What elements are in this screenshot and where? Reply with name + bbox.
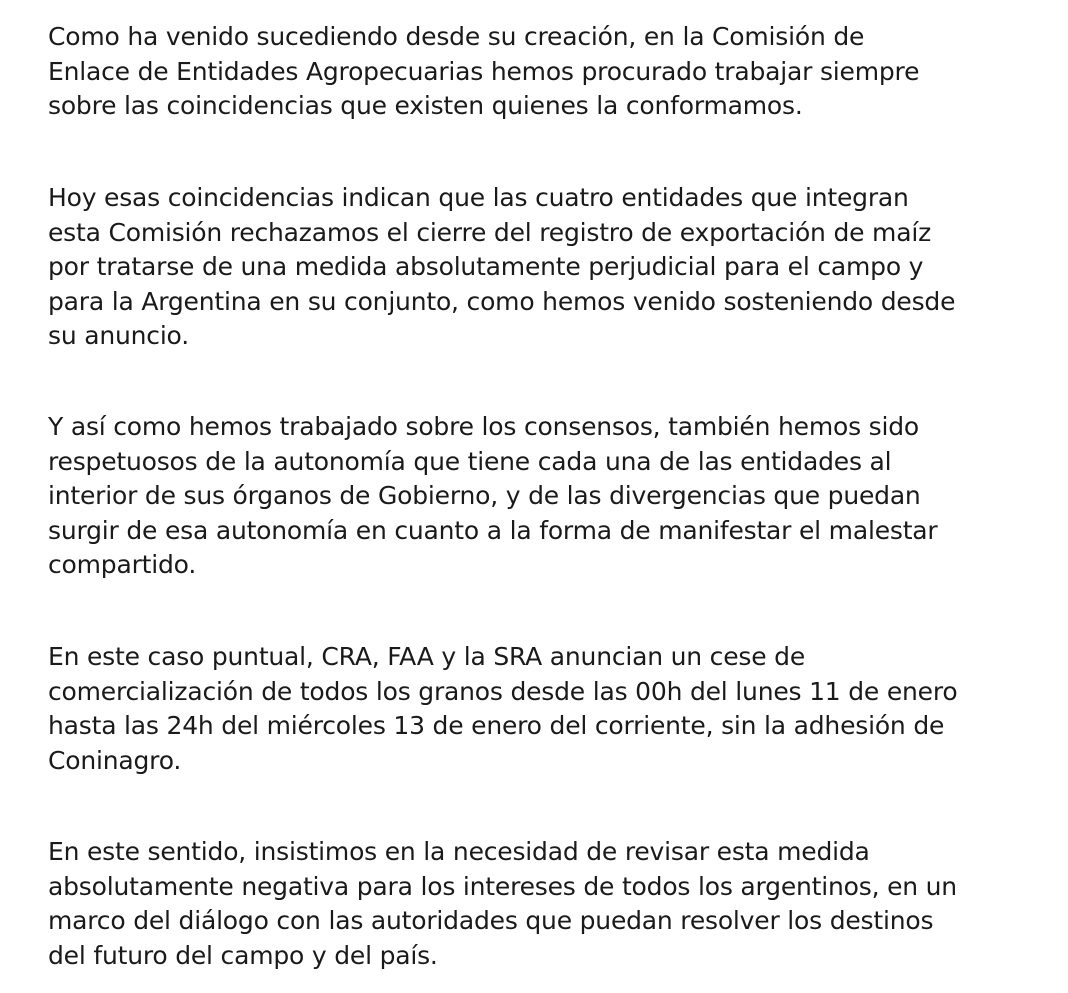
- text-line: Y así como hemos trabajado sobre los consensos, también hemos sido: [48, 412, 919, 441]
- paragraph-5: [48, 835, 957, 973]
- text-line: por tratarse de una medida absolutamente perjudicial para el campo y: [48, 252, 924, 281]
- text-line: su anuncio.: [48, 321, 189, 350]
- text-line: compartido.: [48, 550, 197, 579]
- text-line: comercialización de todos los granos desde las 00h del lunes 11 de enero: [48, 676, 958, 706]
- text-line: surgir de esa autonomía en cuanto a la forma de manifestar el malestar: [48, 515, 938, 545]
- text-line: Hoy esas coincidencias indican que las cuatro entidades que integran: [48, 183, 909, 212]
- text-line: sobre las coincidencias que existen quienes la conformamos.: [48, 91, 803, 120]
- text-line: marco del diálogo con las autoridades que puedan resolver los destinos: [48, 906, 934, 935]
- text-line: En este sentido, insistimos en la necesidad de revisar esta medida: [48, 837, 870, 866]
- text-line: hasta las 24h del miércoles 13 de enero del corriente, sin la adhesión de: [48, 711, 945, 740]
- text-line: del futuro del campo y del país.: [48, 940, 438, 970]
- text-line: para la Argentina en su conjunto, como hemos venido sosteniendo desde: [48, 286, 956, 316]
- paragraph-1: [48, 20, 919, 124]
- text-line: En este caso puntual, CRA, FAA y la SRA anuncian un cese de: [48, 642, 806, 671]
- paragraph-4: [48, 640, 957, 778]
- text-line: respetuosos de la autonomía que tiene cada una de las entidades al: [48, 446, 892, 476]
- text-line: Coninagro.: [48, 745, 182, 775]
- text-line: Enlace de Entidades Agropecuarias hemos procurado trabajar siempre: [48, 56, 920, 86]
- paragraph-3: [48, 410, 938, 583]
- text-line: Como ha venido sucediendo desde su creación, en la Comisión de: [48, 22, 865, 51]
- text-line: absolutamente negativa para los intereses de todos los argentinos, en un: [48, 871, 957, 901]
- text-line: esta Comisión rechazamos el cierre del registro de exportación de maíz: [48, 217, 931, 247]
- text-line: interior de sus órganos de Gobierno, y de las divergencias que puedan: [48, 481, 921, 510]
- paragraph-2: [48, 181, 955, 354]
